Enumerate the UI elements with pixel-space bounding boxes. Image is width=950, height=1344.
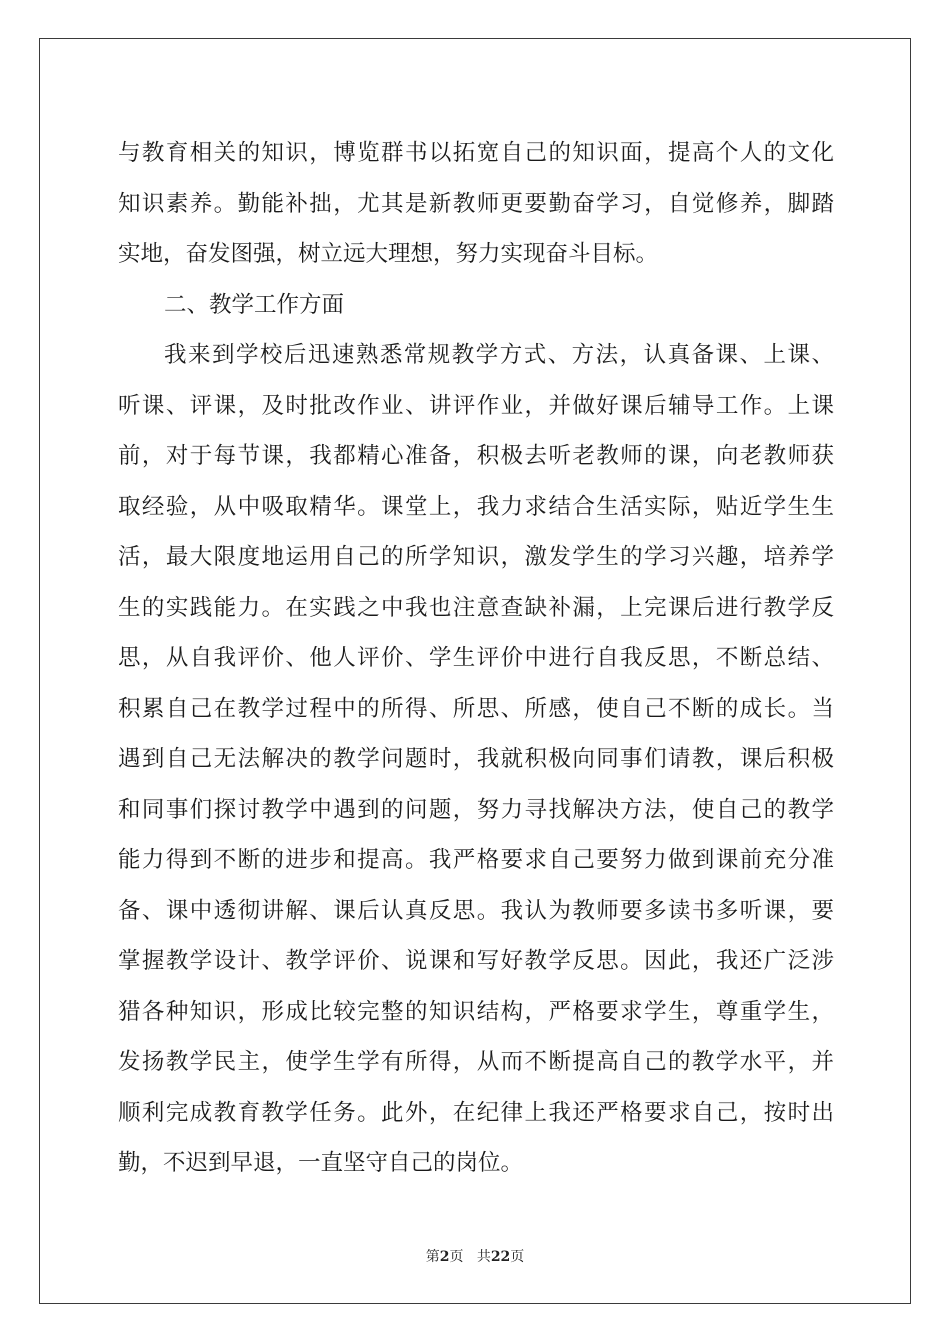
text-line: 积累自己在教学过程中的所得、所思、所感，使自己不断的成长。当 [118, 695, 834, 722]
text-line: 勤，不迟到早退，一直坚守自己的岗位。 [118, 1150, 524, 1176]
text-line: 顺利完成教育教学任务。此外，在纪律上我还严格要求自己，按时出 [118, 1099, 834, 1126]
total-prefix: 共 [476, 1249, 491, 1265]
text-line: 猎各种知识，形成比较完整的知识结构，严格要求学生，尊重学生， [118, 998, 834, 1025]
text-line: 遇到自己无法解决的教学问题时，我就积极向同事们请教，课后积极 [118, 746, 834, 772]
text-line: 思，从自我评价、他人评价、学生评价中进行自我反思，不断总结、 [118, 645, 834, 671]
text-line: 生的实践能力。在实践之中我也注意查缺补漏，上完课后进行教学反 [118, 594, 834, 621]
text-line: 能力得到不断的进步和提高。我严格要求自己要努力做到课前充分准 [118, 847, 834, 873]
page-footer [0, 1246, 950, 1266]
text-line: 知识素养。勤能补拙，尤其是新教师更要勤奋学习，自觉修养，脚踏 [118, 190, 834, 217]
text-line: 取经验，从中吸取精华。课堂上，我力求结合生活实际，贴近学生生 [118, 493, 834, 520]
page-prefix: 第 [425, 1249, 440, 1265]
text-line: 活，最大限度地运用自己的所学知识，激发学生的学习兴趣，培养学 [118, 544, 834, 570]
text-line: 掌握教学设计、教学评价、说课和写好教学反思。因此，我还广泛涉 [118, 948, 834, 974]
text-line: 和同事们探讨教学中遇到的问题，努力寻找解决方法，使自己的教学 [118, 796, 834, 823]
text-line: 发扬教学民主，使学生学有所得，从而不断提高自己的教学水平，并 [118, 1049, 834, 1075]
total-pages: 22 [490, 1249, 511, 1265]
paragraph-first-line: 我来到学校后迅速熟悉常规教学方式、方法，认真备课、上课、 [164, 342, 834, 368]
total-unit: 页 [510, 1249, 525, 1265]
document-body [118, 128, 834, 1189]
text-line: 听课、评课，及时批改作业、讲评作业，并做好课后辅导工作。上课 [118, 392, 834, 419]
page-number: 2 [439, 1249, 450, 1265]
section-heading: 二、教学工作方面 [164, 291, 345, 318]
page-unit: 页 [449, 1249, 464, 1265]
text-line: 前，对于每节课，我都精心准备，积极去听老教师的课，向老教师获 [118, 443, 834, 469]
text-line: 与教育相关的知识，博览群书以拓宽自己的知识面，提高个人的文化 [118, 140, 834, 166]
text-line: 备、课中透彻讲解、课后认真反思。我认为教师要多读书多听课，要 [118, 897, 834, 924]
text-line: 实地，奋发图强，树立远大理想，努力实现奋斗目标。 [118, 241, 659, 267]
